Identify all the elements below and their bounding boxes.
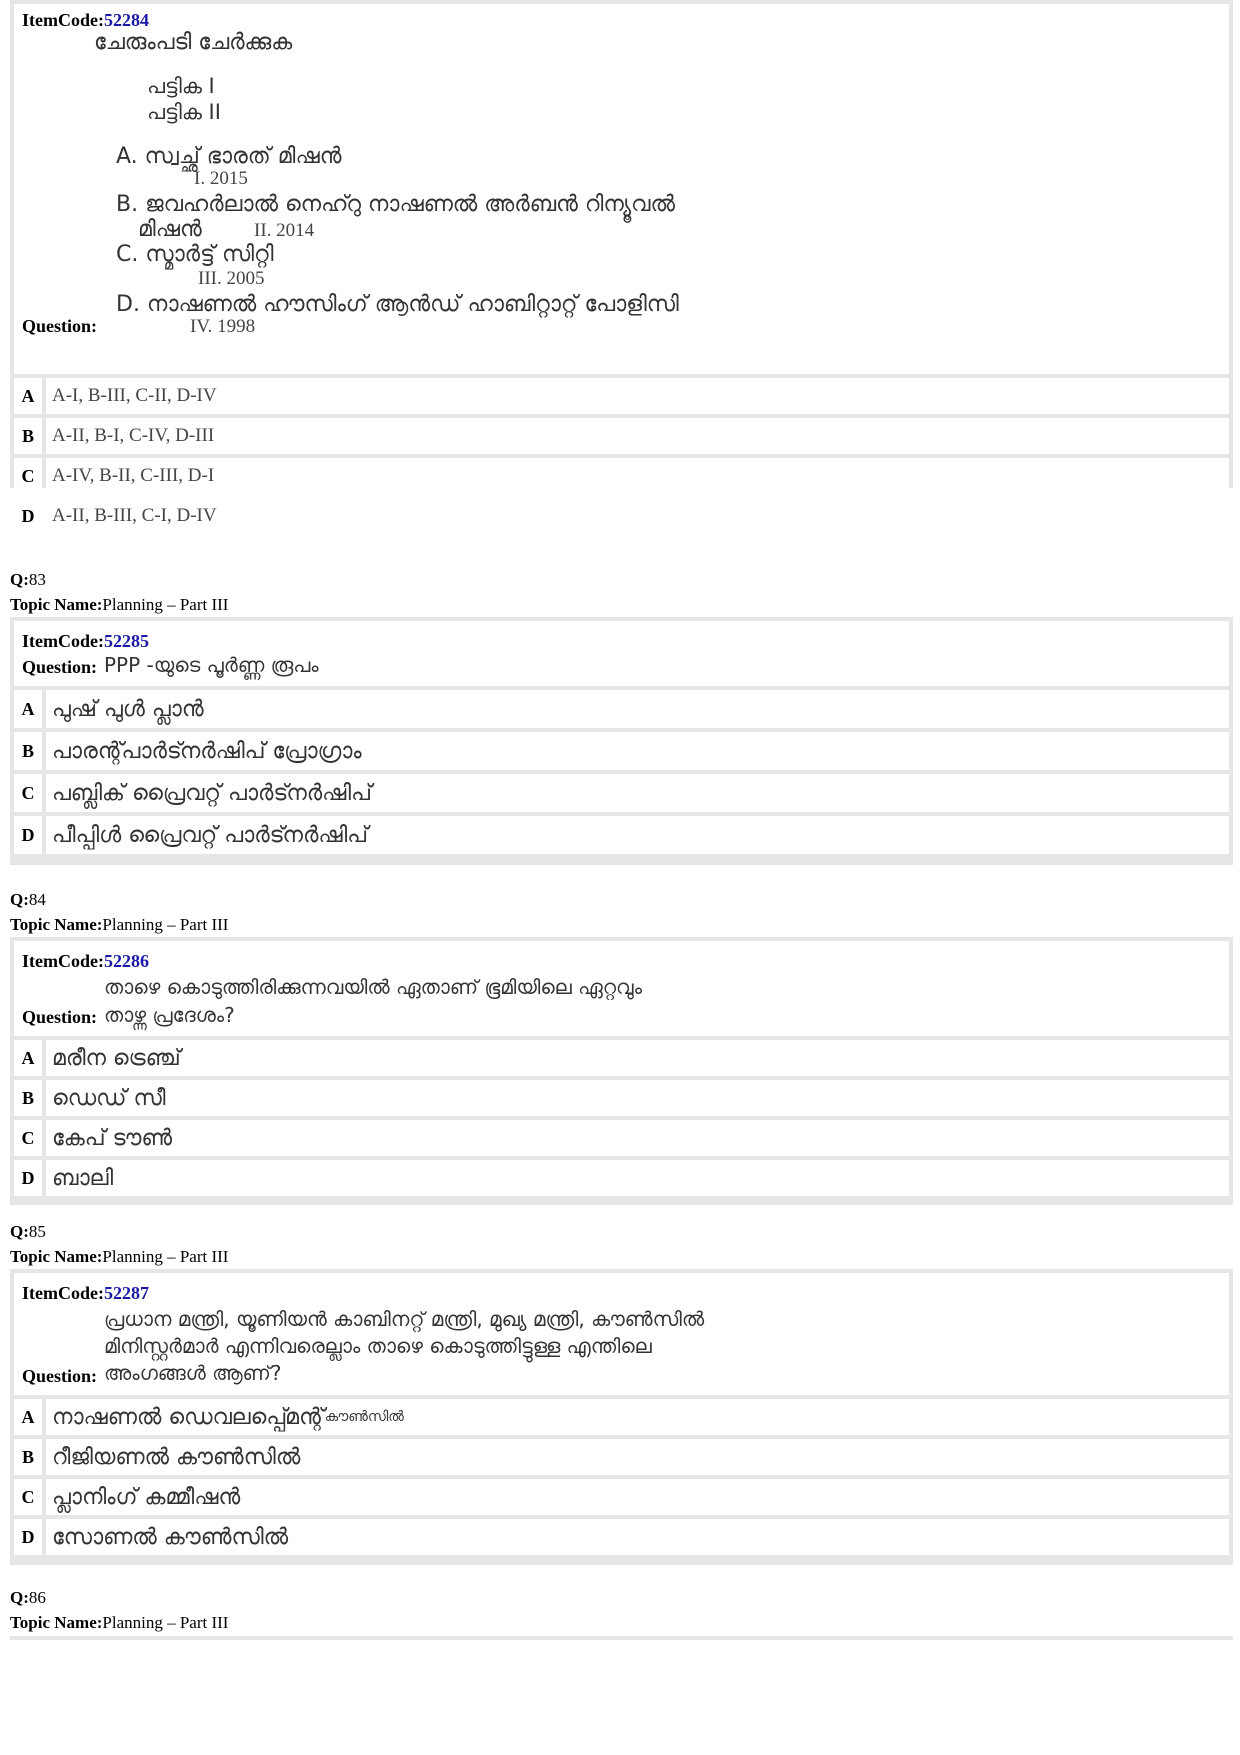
topic-name	[10, 1247, 228, 1267]
topic-label: Topic Name:	[10, 1613, 103, 1632]
question-body	[14, 1273, 1229, 1395]
itemcode-value[interactable]: 52285	[103, 631, 149, 651]
q-number: 86	[28, 1588, 46, 1607]
option-letter: C	[14, 1120, 42, 1156]
option-row[interactable]	[14, 1120, 1229, 1156]
pair-right-b: II. 2014	[254, 220, 315, 241]
question-text-line2: മിനിസ്റ്റർമാർ എന്നിവരെല്ലാം താഴെ കൊടുത്തിട്ടുള്ള എന്തിലെ	[104, 1334, 652, 1358]
itemcode-label: ItemCode:	[22, 1283, 104, 1303]
option-row[interactable]	[14, 732, 1229, 770]
topic-name	[10, 595, 228, 615]
topic-value: Planning – Part III	[102, 595, 229, 614]
question-body	[14, 4, 1229, 374]
question-body	[14, 621, 1229, 686]
option-letter: D	[14, 498, 42, 534]
option-text[interactable]	[46, 1399, 1229, 1435]
option-text[interactable]: സോണൽ കൗൺസിൽ	[46, 1519, 1229, 1555]
pair-right-d: IV. 1998	[190, 316, 256, 337]
itemcode-value[interactable]: 52284	[103, 10, 149, 30]
itemcode	[22, 10, 149, 31]
itemcode	[22, 631, 149, 652]
itemcode-label: ItemCode:	[22, 10, 104, 30]
question-text-line1: പ്രധാന മന്ത്രി, യൂണിയൻ കാബിനറ്റ് മന്ത്രി, മുഖ്യ മന്ത്രി, കൗൺസിൽ	[104, 1307, 705, 1331]
option-text[interactable]: A-II, B-III, C-I, D-IV	[46, 498, 1229, 534]
option-text[interactable]: A-I, B-III, C-II, D-IV	[46, 378, 1229, 414]
divider	[10, 1636, 1233, 1640]
topic-value: Planning – Part III	[102, 1247, 229, 1266]
itemcode-label: ItemCode:	[22, 951, 104, 971]
pair-left-d: D. നാഷണൽ ഹൗസിംഗ് ആൻഡ് ഹാബിറ്റാറ്റ് പോളിസി	[116, 292, 679, 317]
question-number	[10, 570, 46, 590]
q-number: 84	[28, 890, 46, 909]
question-number	[10, 1222, 46, 1242]
option-letter: A	[14, 1399, 42, 1435]
itemcode-value[interactable]: 52286	[103, 951, 149, 971]
option-letter: B	[14, 418, 42, 454]
q-number: 85	[28, 1222, 46, 1241]
option-row[interactable]	[14, 1040, 1229, 1076]
question-label: Question:	[22, 657, 98, 677]
option-row[interactable]	[14, 1080, 1229, 1116]
question-card	[10, 617, 1233, 865]
option-letter: B	[14, 1080, 42, 1116]
question-text-line1: താഴെ കൊടുത്തിരിക്കുന്നവയിൽ ഏതാണ് ഭൂമിയിലെ ഏറ്റവും	[104, 975, 642, 999]
pair-left-b-cont: മിഷൻ	[138, 217, 202, 242]
question-number	[10, 1588, 46, 1608]
topic-label: Topic Name:	[10, 1247, 103, 1266]
option-letter: D	[14, 1519, 42, 1555]
list-header-1: പട്ടിക I	[147, 74, 215, 98]
option-row[interactable]	[14, 1160, 1229, 1196]
question-number	[10, 890, 46, 910]
option-row[interactable]	[14, 458, 1229, 494]
option-text[interactable]: ഡെഡ് സീ	[46, 1080, 1229, 1116]
question-label: Question:	[22, 1007, 98, 1027]
pair-left-c: C. സ്മാർട്ട് സിറ്റി	[116, 242, 274, 267]
itemcode	[22, 951, 149, 972]
option-row[interactable]	[14, 498, 1229, 534]
option-text[interactable]: A-II, B-I, C-IV, D-III	[46, 418, 1229, 454]
question-text-line3: അംഗങ്ങൾ ആണ്?	[104, 1361, 282, 1385]
topic-value: Planning – Part III	[102, 915, 229, 934]
option-row[interactable]	[14, 418, 1229, 454]
pair-right-a: I. 2015	[194, 168, 248, 189]
option-row[interactable]	[14, 1399, 1229, 1435]
option-letter: B	[14, 732, 42, 770]
q-label: Q:	[10, 570, 29, 589]
option-row[interactable]	[14, 774, 1229, 812]
question-label: Question:	[22, 1366, 98, 1386]
option-letter: C	[14, 458, 42, 494]
question-intro: ചേരുംപടി ചേർക്കുക	[94, 30, 293, 55]
option-text[interactable]: A-IV, B-II, C-III, D-I	[46, 458, 1229, 494]
option-row[interactable]	[14, 1519, 1229, 1555]
option-text[interactable]: പ്ലാനിംഗ് കമ്മീഷൻ	[46, 1479, 1229, 1515]
question-text: PPP -യുടെ പൂർണ്ണ രൂപം	[104, 653, 319, 677]
question-text-line2: താഴ്ന്ന പ്രദേശം?	[104, 1003, 235, 1027]
option-row[interactable]	[14, 816, 1229, 854]
option-text[interactable]: പാരന്റ്പാർട്നർഷിപ് പ്രോഗ്രാം	[46, 732, 1229, 770]
option-text[interactable]: ബാലി	[46, 1160, 1229, 1196]
topic-name	[10, 915, 228, 935]
option-text[interactable]: മരീന ട്രെഞ്ച്	[46, 1040, 1229, 1076]
option-row[interactable]	[14, 378, 1229, 414]
option-row[interactable]	[14, 1479, 1229, 1515]
itemcode-label: ItemCode:	[22, 631, 104, 651]
q-label: Q:	[10, 1222, 29, 1241]
pair-left-a: A. സ്വച്ഛ് ഭാരത് മിഷൻ	[116, 144, 342, 169]
option-letter: D	[14, 1160, 42, 1196]
pair-right-c: III. 2005	[198, 268, 265, 289]
option-text[interactable]: റീജിയണൽ കൗൺസിൽ	[46, 1439, 1229, 1475]
q-label: Q:	[10, 890, 29, 909]
question-card	[10, 937, 1233, 1205]
question-card	[10, 0, 1233, 526]
option-letter: A	[14, 1040, 42, 1076]
option-letter: C	[14, 774, 42, 812]
topic-name	[10, 1613, 228, 1633]
option-text[interactable]: പുഷ് പുൾ പ്ലാൻ	[46, 690, 1229, 728]
list-header-2: പട്ടിക II	[147, 100, 221, 124]
pair-left-b: B. ജവഹർലാൽ നെഹ്റു നാഷണൽ അർബൻ റിന്യൂവൽ	[116, 192, 676, 217]
itemcode	[22, 1283, 149, 1304]
question-label: Question:	[22, 316, 98, 336]
option-letter: A	[14, 378, 42, 414]
option-letter: B	[14, 1439, 42, 1475]
question-card	[10, 1269, 1233, 1565]
itemcode-value[interactable]: 52287	[103, 1283, 149, 1303]
topic-label: Topic Name:	[10, 595, 103, 614]
topic-label: Topic Name:	[10, 915, 103, 934]
topic-value: Planning – Part III	[102, 1613, 229, 1632]
q-label: Q:	[10, 1588, 29, 1607]
option-row[interactable]	[14, 690, 1229, 728]
option-text-small: കൗൺസിൽ	[324, 1409, 404, 1425]
option-letter: C	[14, 1479, 42, 1515]
option-text-main: നാഷണൽ ഡെവലപ്പ്മെന്റ്	[52, 1404, 325, 1430]
option-row[interactable]	[14, 1439, 1229, 1475]
option-text[interactable]: പീപ്പിൾ പ്രൈവറ്റ് പാർട്നർഷിപ്	[46, 816, 1229, 854]
option-letter: A	[14, 690, 42, 728]
question-body	[14, 941, 1229, 1036]
option-letter: D	[14, 816, 42, 854]
option-text[interactable]: കേപ് ടൗൺ	[46, 1120, 1229, 1156]
q-number: 83	[28, 570, 46, 589]
option-text[interactable]: പബ്ലിക് പ്രൈവറ്റ് പാർട്നർഷിപ്	[46, 774, 1229, 812]
